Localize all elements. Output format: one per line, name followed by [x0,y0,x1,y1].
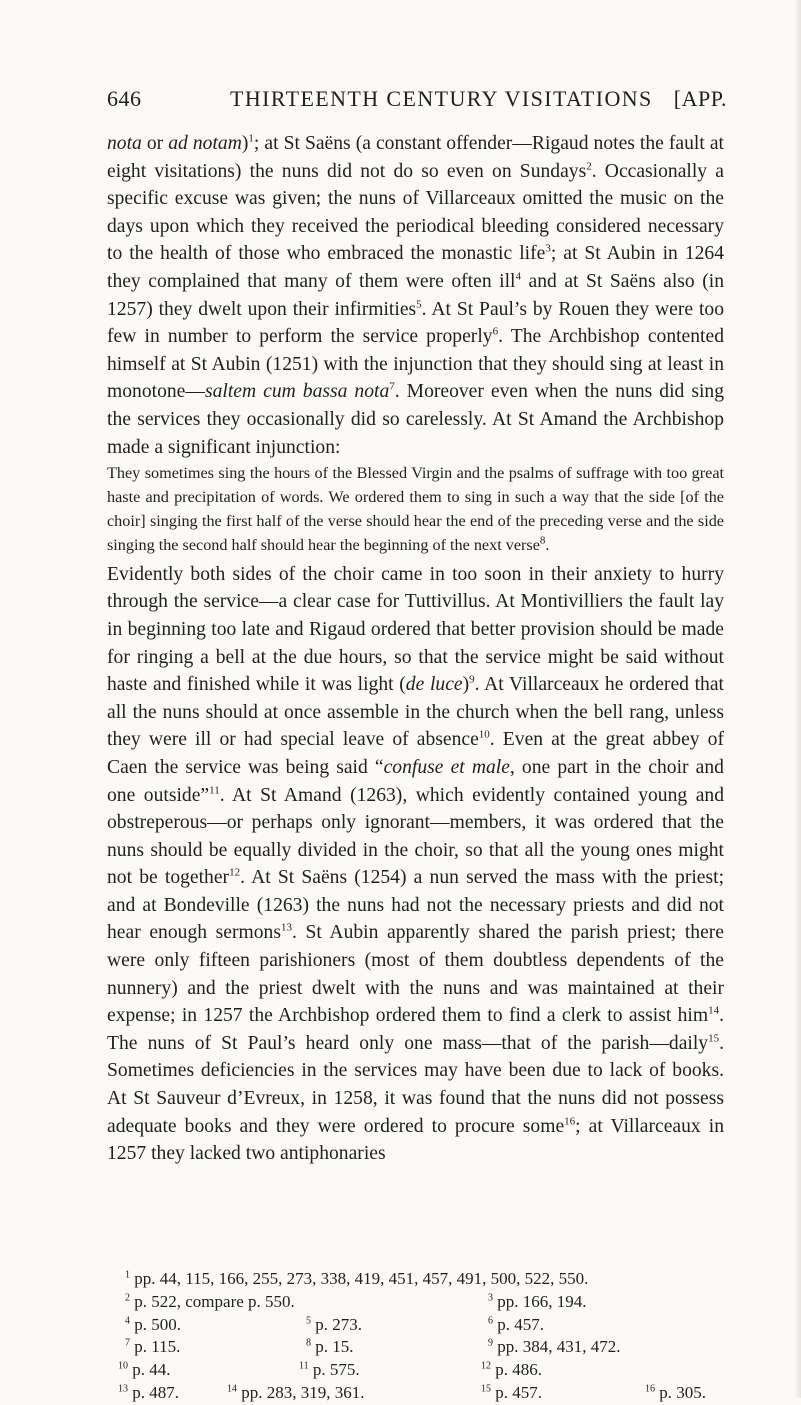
text-run: . Even at the great abbey of Caen the service was being said “ [107,729,725,778]
footnote-row [125,1291,745,1314]
footnote-ref: 16 [564,1115,576,1128]
footnote-row [125,1314,745,1337]
text-run: . Moreover even when the nuns did sing the services they occasionally did so carelessly. At St Amand the Archbishop made a significant injunction: [107,381,724,458]
italic-text: de luce [405,674,463,696]
footnote-ref: 5 [416,298,422,311]
footnote-13: $^{13}$ p. 487. [118,1382,179,1402]
footnote-7: $^7$ p. 115. [125,1337,181,1357]
footnote-ref: 8 [539,534,546,547]
footnote-row [125,1268,745,1291]
footnote-11: $^{11}$ p. 575. [299,1360,360,1380]
footnote-12: $^{12}$ p. 486. [481,1360,542,1380]
footnote-8: $^8$ p. 15. [306,1337,354,1357]
paragraph-1 [107,130,724,461]
footnote-15: $^{15}$ p. 457. [481,1382,542,1402]
footnote-16: $^{16}$ p. 305. [645,1382,706,1402]
text-run: Evidently both sides of the choir came in too soon in their anxiety to hurry through the service—a clear case for Tuttivillus. At Montivilliers the fault lay in beginning too late and Rigaud ordered that better provision should be made for ringing a bell at the due hours, so that the service might be said without haste and finished while it was light ( [107,563,724,696]
text-run: ) [241,133,249,154]
text-run: or [141,133,169,154]
running-header [107,86,727,116]
footnote-ref: 4 [515,270,521,283]
footnote-ref: 11 [209,783,220,796]
footnote-14: $^{14}$ pp. 283, 319, 361. [227,1382,365,1402]
footnote-1: $^1$ pp. 44, 115, 166, 255, 273, 338, 419, 451, 457, 491, 500, 522, 550. [125,1269,589,1288]
text-run: . Occasionally a specific excuse was given; the nuns of Villarceaux omitted the music on the days upon which they received the periodical bleeding considered necessary to the health of those who embraced the monastic life [107,160,724,265]
text-run: and at St Saëns also (in 1257) they dwelt upon their infirmities [107,270,724,320]
paragraph-2 [107,561,724,1168]
text-run: , one part in the choir and one outside” [107,756,724,806]
italic-text: confuse et male [383,756,510,778]
footnote-5: $^5$ p. 273. [306,1314,362,1334]
italic-text: ad notam [168,133,242,154]
text-run: ; at St Aubin in 1264 they complained that many of them were often ill [107,243,725,292]
footnote-10: $^{10}$ p. 44. [118,1360,171,1380]
footnote-ref: 1 [248,132,254,145]
text-run: ) [462,674,470,696]
footnote-ref: 14 [708,1004,720,1017]
footnote-ref: 7 [389,380,395,393]
footnote-ref: 10 [478,728,490,741]
page-edge-shadow [795,0,801,1398]
text-run: ; at St Saëns (a constant offender—Rigaud notes the fault at eight visitations) the nuns did not do so even on Sundays [107,133,724,182]
text-run: ; at Villarceaux in 1257 they lacked two antiphonaries [107,1115,724,1165]
text-run: They sometimes sing the hours of the Blessed Virgin and the psalms of suffrage with too great haste and precipitation of words. We ordered them to sing in such a way that the side [of the choir] singing the first half of the verse should hear the end of the preceding verse and the side singing the second half should hear the beginning of the next verse [107,464,724,554]
footnotes [118,1268,745,1405]
section-tag: [APP. [673,86,727,111]
text-run: . The nuns of St Paul’s heard only one mass—that of the parish—daily [107,1005,724,1054]
footnote-ref: 3 [545,242,551,255]
text-run: . St Aubin apparently shared the parish priest; there were only fifteen parishioners (most of them doubtless dependents of the nunnery) and the priest dwelt with the nuns and was maintained at their expense; in 1257 the Archbishop ordered them to find a clerk to assist him [107,922,724,1027]
footnote-2: $^2$ p. 522, compare p. 550. [125,1291,295,1311]
footnote-ref: 2 [586,160,592,173]
text-run: . At St Saëns (1254) a nun served the mass with the priest; and at Bondeville (1263) the nuns had not the necessary priests and did not hear enough sermons [107,867,725,944]
footnote-ref: 13 [280,921,292,934]
footnote-9: $^9$ pp. 384, 431, 472. [488,1337,621,1357]
footnote-4: $^4$ p. 500. [125,1314,181,1334]
text-run: . [545,535,550,554]
footnote-ref: 6 [492,325,499,338]
text-run: . The Archbishop contented himself at St Aubin (1251) with the injunction that they should sing at least in monotone— [107,326,724,403]
text-run: . At St Amand (1263), which evidently contained young and obstreperous—or perhaps only ignorant—members, it was ordered that the nuns should be equally divided in the choir, so that all the young ones might not be together [107,784,724,889]
block-quote [107,461,724,561]
italic-text: saltem cum bassa nota [204,381,390,403]
footnote-row [118,1359,745,1382]
body-text [107,130,724,1168]
footnote-row [125,1336,745,1359]
text-run: . At St Paul’s by Rouen they were too few in number to perform the service properly [107,298,724,348]
footnote-3: $^3$ pp. 166, 194. [488,1291,587,1311]
footnote-ref: 12 [229,866,241,879]
text-run: . Sometimes deficiencies in the services may have been due to lack of books. At St Sauveur d’Evreux, in 1258, it was found that the nuns did not possess adequate books and they were ordered to procure some [107,1032,724,1137]
text-run: . At Villarceaux he ordered that all the nuns should at once assemble in the church when the bell rang, unless they were ill or had special leave of absence [107,674,724,751]
footnote-row [118,1382,745,1405]
italic-text: nota [107,133,142,154]
footnote-ref: 15 [708,1032,720,1045]
running-title: THIRTEENTH CENTURY VISITATIONS [230,86,653,111]
page-number: 646 [107,86,142,111]
footnote-6: $^6$ p. 457. [488,1314,544,1334]
footnote-ref: 9 [469,673,475,686]
